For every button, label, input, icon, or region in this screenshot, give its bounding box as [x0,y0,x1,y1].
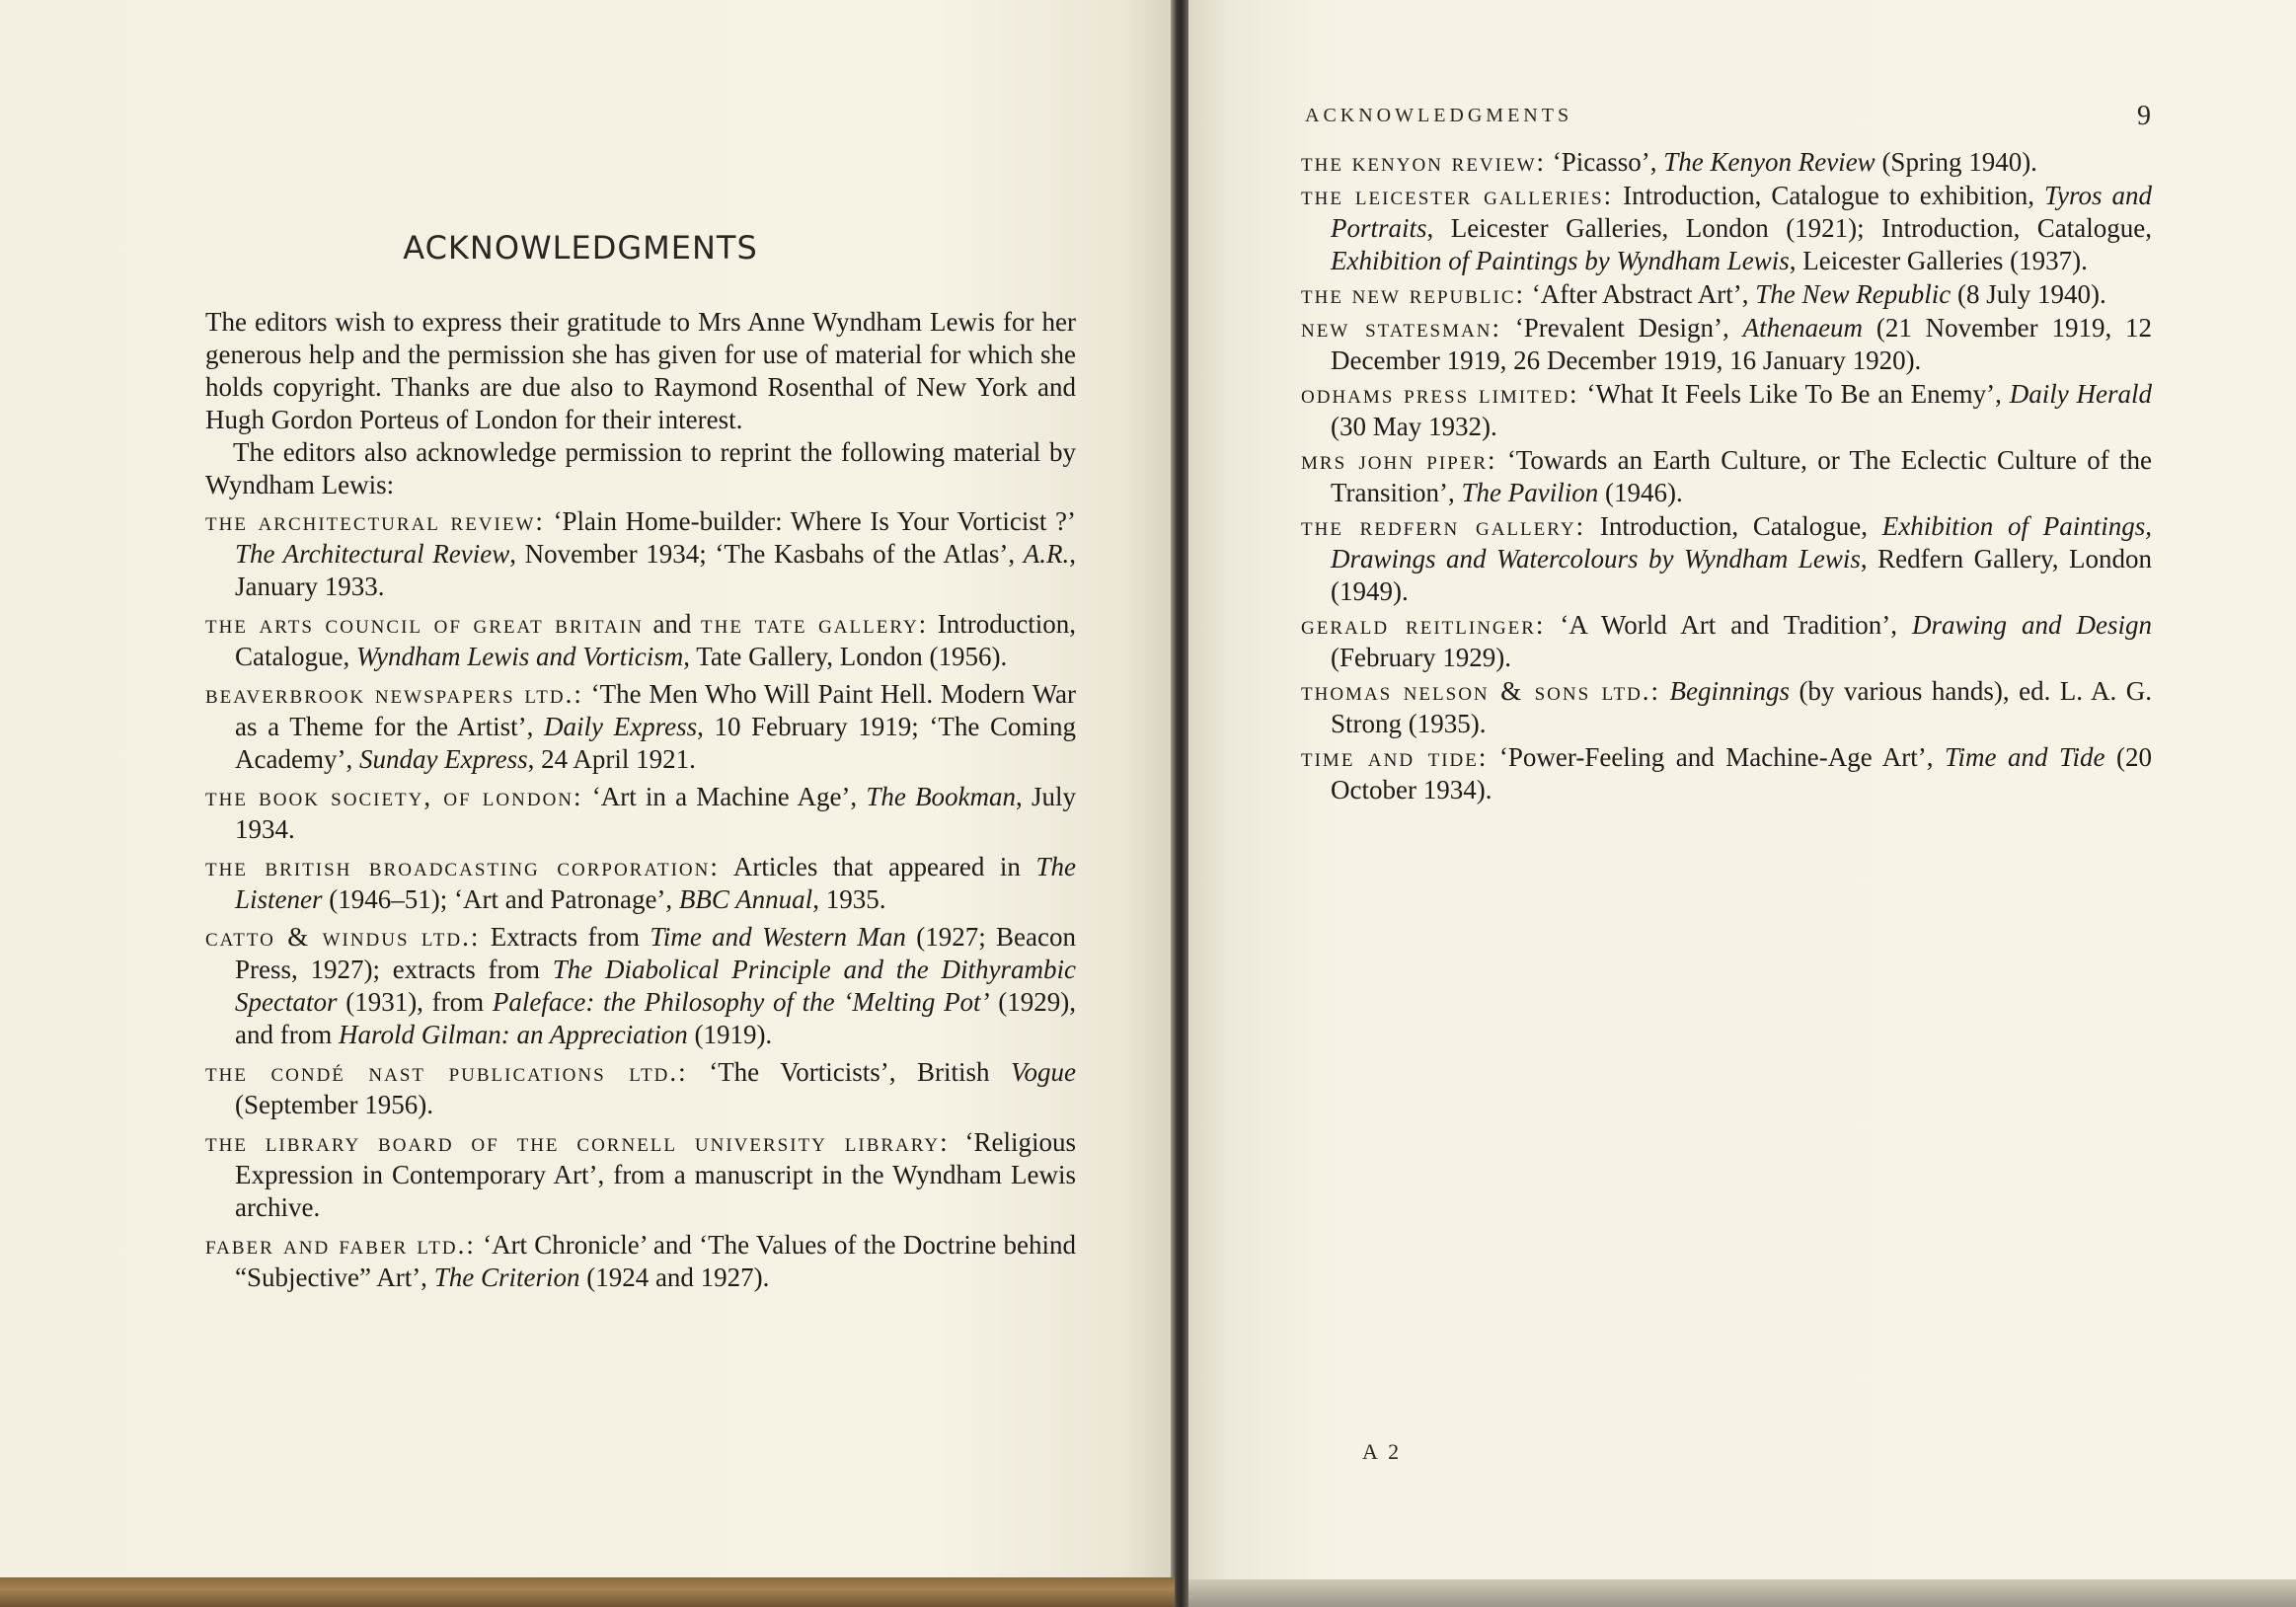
publisher-name: odhams press limited: [1301,379,1579,409]
publisher-name: the redfern gallery: [1301,511,1586,541]
publisher-name: catto & windus ltd.: [205,922,481,952]
citation-text: ‘The Men Who Will Paint Hell. Modern War as a Theme for the Artist’, Daily Express, 10 February 1919; ‘The Coming Academy’, Sunday Express, 24 April 1921. [235,679,1076,774]
publisher-name: the library board of the cornell university library: [205,1127,950,1157]
acknowledgment-entry [1301,312,2152,377]
acknowledgment-entry [205,505,1076,603]
publisher-name: faber and faber ltd.: [205,1230,476,1260]
publisher-name: the british broadcasting corporation: [205,852,720,881]
citation-text: Beginnings (by various hands), ed. L. A. G. Strong (1935). [1331,676,2152,738]
acknowledgment-entry [205,1229,1076,1294]
permission-paragraph: The editors also acknowledge permission to reprint the following material by Wyndham Lewis: [205,437,1076,499]
citation-text: Extracts from Time and Western Man (1927; Beacon Press, 1927); extracts from The Diabolical Principle and the Dithyrambic Spectator (1931), from Paleface: the Philosophy of the ‘Melting Pot’ (1929), and from Harold Gilman: an Appreciation (1919). [235,922,1077,1049]
publisher-name: the kenyon review: [1301,147,1547,177]
publisher-name: new statesman: [1301,313,1501,343]
publisher-name: time and tide: [1301,742,1489,772]
left-entry-list [205,505,1076,1294]
acknowledgment-entry [1301,378,2152,443]
publisher-name: the tate gallery: [701,609,929,639]
citation-text: ‘Religious Expression in Contemporary Art’, from a manuscript in the Wyndham Lewis archive. [235,1127,1077,1222]
acknowledgment-entry [205,781,1076,846]
acknowledgment-entry [205,1126,1076,1224]
publisher-name: the architectural review: [205,506,545,536]
publisher-name: beaverbrook newspapers ltd.: [205,679,583,709]
citation-text: Articles that appeared in The Listener (1946–51); ‘Art and Patronage’, BBC Annual, 1935. [235,852,1076,914]
citation-text: ‘Art in a Machine Age’, The Bookman, July 1934. [235,782,1076,844]
signature-mark: A 2 [1362,1439,1403,1464]
publisher-name: the new republic: [1301,279,1526,309]
page-number: 9 [2137,101,2151,131]
acknowledgment-entry [1301,444,2152,509]
citation-text: ‘Art Chronicle’ and ‘The Values of the Doctrine behind “Subjective” Art’, The Criterion (1924 and 1927). [235,1230,1077,1292]
book-gutter [1171,0,1188,1607]
acknowledgment-entry [1301,146,2152,179]
acknowledgment-entry [1301,609,2152,674]
acknowledgment-entry [1301,180,2152,277]
citation-text: ‘Prevalent Design’, Athenaeum (21 November 1919, 12 December 1919, 26 December 1919, 16 January 1920). [1331,313,2153,375]
citation-text: ‘After Abstract Art’, The New Republic (8 July 1940). [1531,279,2106,309]
citation-text: ‘Towards an Earth Culture, or The Eclectic Culture of the Transition’, The Pavilion (1946). [1331,445,2153,507]
citation-text: ‘Power-Feeling and Machine-Age Art’, Time and Tide (20 October 1934). [1331,742,2153,804]
cover-edge [0,1577,1175,1607]
acknowledgment-entry [205,851,1076,916]
citation-text: ‘Picasso’, The Kenyon Review (Spring 1940). [1552,147,2037,177]
acknowledgment-entry [205,608,1076,673]
citation-text: Introduction, Catalogue to exhibition, Tyros and Portraits, Leicester Galleries, London (1921); Introduction, Catalogue, Exhibition of Paintings by Wyndham Lewis, Leicester Galleries (1937). [1331,181,2153,275]
citation-text: ‘What It Feels Like To Be an Enemy’, Daily Herald (30 May 1932). [1331,379,2152,441]
publisher-name: thomas nelson & sons ltd.: [1301,676,1661,706]
right-entry-list [1301,146,2152,807]
citation-text: ‘Plain Home-builder: Where Is Your Vorticist ?’ The Architectural Review, November 1934; ‘The Kasbahs of the Atlas’, A.R., January 1933. [235,506,1076,601]
acknowledgment-entry [1301,675,2152,740]
citation-text: ‘The Vorticists’, British Vogue (September 1956). [235,1057,1077,1119]
left-body [205,306,1076,1299]
publisher-name: the arts council of great britain [205,609,644,639]
running-head: ACKNOWLEDGMENTS [1305,105,1573,126]
publisher-name: the condé nast publications ltd.: [205,1057,688,1087]
cover-edge-right [1188,1579,2296,1607]
intro-paragraph: The editors wish to express their gratitude to Mrs Anne Wyndham Lewis for her generous help and the permission she has given for use of material for which she holds copyright. Thanks are due also to Raymond Rosenthal of New York and Hugh Gordon Porteus of London for their interest. [205,307,1076,434]
acknowledgment-entry [205,921,1076,1051]
publisher-name: the leicester galleries: [1301,181,1614,210]
acknowledgment-entry [1301,741,2152,806]
connector-text: and [643,609,702,639]
acknowledgment-entry [205,1056,1076,1121]
publisher-name: gerald reitlinger: [1301,610,1546,640]
publisher-name: mrs john piper: [1301,445,1497,475]
citation-text: ‘A World Art and Tradition’, Drawing and Design (February 1929). [1331,610,2153,672]
acknowledgment-entry [1301,278,2152,311]
page-title: ACKNOWLEDGMENTS [403,229,758,267]
citation-text: Introduction, Catalogue, Wyndham Lewis and Vorticism, Tate Gallery, London (1956). [235,609,1077,671]
citation-text: Introduction, Catalogue, Exhibition of Paintings, Drawings and Watercolours by Wyndham Lewis, Redfern Gallery, London (1949). [1331,511,2153,606]
publisher-name: the book society, of london: [205,782,583,811]
acknowledgment-entry [205,678,1076,776]
acknowledgment-entry [1301,510,2152,608]
